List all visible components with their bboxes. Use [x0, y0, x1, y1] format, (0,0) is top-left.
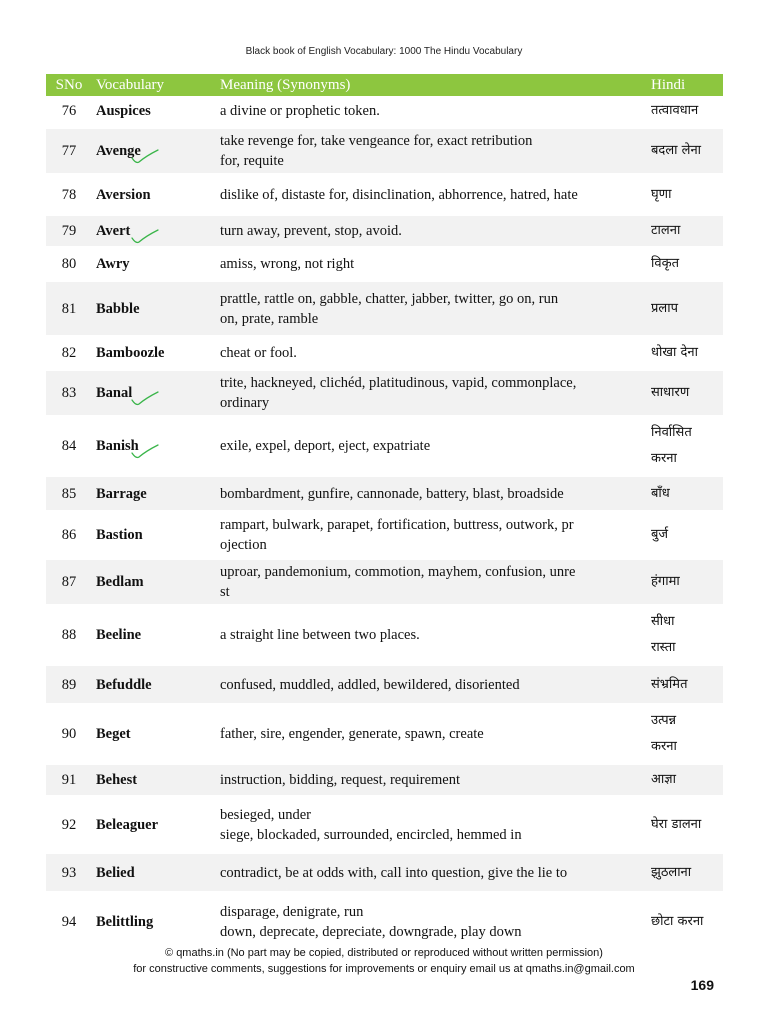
row-sno: 83: [46, 370, 92, 417]
row-meaning-cell: [216, 665, 647, 705]
meaning-line: down, deprecate, depreciate, downgrade, play down: [220, 923, 522, 940]
page-footer: [0, 945, 768, 977]
meaning-line: a divine or prophetic token.: [220, 103, 380, 119]
row-sno: 92: [46, 797, 92, 853]
vocabulary-word: Barrage: [96, 485, 147, 502]
row-hindi-cell: [647, 512, 723, 559]
row-hindi-cell: [647, 606, 723, 665]
meaning-line: rampart, bulwark, parapet, fortification, buttress, outwork, pr: [220, 517, 574, 533]
meaning-line: on, prate, ramble: [220, 310, 319, 327]
row-sno: 80: [46, 248, 92, 281]
page-number: 169: [690, 977, 714, 993]
row-meaning-cell: [216, 337, 647, 370]
check-mark-icon: [130, 444, 160, 460]
vocabulary-word-wrap: [96, 101, 151, 121]
meaning-line: amiss, wrong, not right: [220, 256, 355, 272]
vocabulary-word: Awry: [96, 256, 130, 272]
check-mark-icon: [130, 391, 160, 407]
row-hindi-cell: [647, 476, 723, 512]
vocabulary-word-wrap: [96, 770, 137, 790]
vocabulary-word: Behest: [96, 772, 138, 788]
meaning-line: st: [220, 584, 230, 600]
hindi-line: प्रलाप: [651, 300, 678, 316]
vocabulary-word: Bastion: [96, 527, 143, 543]
hindi-line: बाँध: [651, 485, 670, 501]
vocabulary-word-wrap: [96, 525, 143, 545]
check-mark-icon: [130, 229, 160, 245]
column-header-vocabulary: Vocabulary: [92, 74, 216, 96]
row-hindi-cell: [647, 705, 723, 764]
row-vocabulary-cell: [92, 248, 216, 281]
hindi-line: झुठलाना: [651, 864, 692, 880]
meaning-line: ordinary: [220, 395, 270, 411]
vocabulary-word: Banish: [96, 438, 139, 454]
vocabulary-word-wrap: [96, 863, 135, 883]
table-row: [46, 853, 723, 893]
hindi-line: घृणा: [651, 186, 672, 202]
meaning-line: contradict, be at odds with, call into question, give the lie to: [220, 864, 568, 881]
hindi-line: बदला लेना: [651, 143, 702, 158]
meaning-line: dislike of, distaste for, disinclination, abhorrence, hatred, hate: [220, 186, 578, 203]
row-hindi-cell: [647, 248, 723, 281]
column-header-sno: SNo: [46, 74, 92, 96]
vocabulary-word-wrap: [96, 572, 144, 592]
meaning-line: cheat or fool.: [220, 345, 297, 361]
table-body: [46, 96, 723, 951]
copyright-notice: © qmaths.in (No part may be copied, distributed or reproduced without written permission): [165, 947, 603, 959]
vocabulary-word-wrap: [96, 815, 158, 835]
meaning-line: ojection: [220, 537, 267, 553]
row-vocabulary-cell: [92, 128, 216, 175]
row-meaning-cell: [216, 797, 647, 853]
row-sno: 82: [46, 337, 92, 370]
row-vocabulary-cell: [92, 893, 216, 951]
vocabulary-word-wrap: [96, 141, 141, 161]
row-meaning-cell: [216, 215, 647, 248]
meaning-line: take revenge for, take vengeance for, exact retribution: [220, 133, 533, 149]
vocabulary-word-wrap: [96, 221, 130, 241]
row-vocabulary-cell: [92, 764, 216, 797]
column-header-hindi: Hindi: [647, 74, 723, 96]
vocabulary-word: Beeline: [96, 627, 142, 643]
row-sno: 78: [46, 175, 92, 215]
vocabulary-word: Bedlam: [96, 574, 144, 590]
row-meaning-cell: [216, 175, 647, 215]
vocabulary-word-wrap: [96, 185, 151, 205]
vocabulary-word-wrap: [96, 383, 132, 403]
row-vocabulary-cell: [92, 215, 216, 248]
row-hindi-cell: [647, 96, 723, 128]
column-header-meaning: Meaning (Synonyms): [216, 74, 647, 96]
hindi-line: संभ्रमित: [651, 676, 688, 692]
meaning-line: instruction, bidding, request, requirement: [220, 772, 461, 788]
table-row: [46, 512, 723, 559]
table-row: [46, 893, 723, 951]
hindi-line: करना: [651, 451, 677, 466]
table-row: [46, 337, 723, 370]
row-hindi-cell: [647, 797, 723, 853]
row-vocabulary-cell: [92, 665, 216, 705]
meaning-line: disparage, denigrate, run: [220, 903, 364, 920]
meaning-line: bombardment, gunfire, cannonade, battery, blast, broadside: [220, 485, 564, 502]
row-sno: 93: [46, 853, 92, 893]
vocabulary-word: Banal: [96, 385, 133, 401]
table-row: [46, 175, 723, 215]
hindi-line: टालना: [651, 223, 681, 238]
hindi-line: उत्पन्न: [651, 713, 677, 728]
row-hindi-cell: [647, 281, 723, 337]
vocabulary-word: Auspices: [96, 103, 151, 119]
table-row: [46, 96, 723, 128]
page-header: Black book of English Vocabulary: 1000 The Hindu Vocabulary: [245, 46, 523, 57]
vocabulary-word-wrap: [96, 343, 164, 363]
vocabulary-word: Avert: [96, 223, 131, 239]
row-hindi-cell: [647, 853, 723, 893]
row-meaning-cell: [216, 417, 647, 476]
table-row: [46, 559, 723, 606]
table-row: [46, 764, 723, 797]
vocabulary-word-wrap: [96, 724, 131, 744]
row-vocabulary-cell: [92, 606, 216, 665]
row-sno: 77: [46, 128, 92, 175]
hindi-line: रास्ता: [651, 640, 676, 655]
meaning-line: exile, expel, deport, eject, expatriate: [220, 438, 431, 454]
table-header-row: [46, 74, 723, 96]
row-hindi-cell: [647, 764, 723, 797]
row-hindi-cell: [647, 337, 723, 370]
vocabulary-table: [46, 74, 723, 952]
row-meaning-cell: [216, 96, 647, 128]
row-vocabulary-cell: [92, 417, 216, 476]
table-row: [46, 248, 723, 281]
table-row: [46, 665, 723, 705]
meaning-line: besieged, under: [220, 806, 311, 823]
row-vocabulary-cell: [92, 512, 216, 559]
hindi-line: घेरा डालना: [651, 816, 702, 832]
row-sno: 84: [46, 417, 92, 476]
row-sno: 94: [46, 893, 92, 951]
row-sno: 91: [46, 764, 92, 797]
check-mark-icon: [130, 149, 160, 165]
row-vocabulary-cell: [92, 705, 216, 764]
row-vocabulary-cell: [92, 96, 216, 128]
vocabulary-word-wrap: [96, 436, 139, 456]
vocabulary-word-wrap: [96, 254, 130, 274]
row-sno: 81: [46, 281, 92, 337]
vocabulary-word-wrap: [96, 625, 141, 645]
vocabulary-word: Bamboozle: [96, 345, 165, 361]
table-row: [46, 606, 723, 665]
row-meaning-cell: [216, 476, 647, 512]
hindi-line: करना: [651, 739, 677, 754]
vocabulary-word-wrap: [96, 675, 152, 695]
row-vocabulary-cell: [92, 337, 216, 370]
row-meaning-cell: [216, 248, 647, 281]
vocabulary-word: Befuddle: [96, 676, 152, 693]
row-meaning-cell: [216, 512, 647, 559]
vocabulary-word: Babble: [96, 300, 140, 317]
hindi-line: विकृत: [651, 256, 679, 271]
hindi-line: सीधा: [651, 614, 675, 629]
hindi-line: निर्वासित: [651, 425, 692, 440]
row-hindi-cell: [647, 128, 723, 175]
row-meaning-cell: [216, 370, 647, 417]
row-sno: 89: [46, 665, 92, 705]
row-hindi-cell: [647, 215, 723, 248]
row-sno: 85: [46, 476, 92, 512]
row-vocabulary-cell: [92, 559, 216, 606]
row-meaning-cell: [216, 281, 647, 337]
row-meaning-cell: [216, 705, 647, 764]
row-vocabulary-cell: [92, 797, 216, 853]
hindi-line: धोखा देना: [651, 345, 698, 360]
row-sno: 86: [46, 512, 92, 559]
hindi-line: हंगामा: [651, 574, 680, 589]
table-row: [46, 281, 723, 337]
hindi-line: बुर्ज: [651, 527, 669, 542]
meaning-line: trite, hackneyed, clichéd, platitudinous, vapid, commonplace,: [220, 375, 577, 391]
meaning-line: a straight line between two places.: [220, 627, 420, 643]
vocabulary-word-wrap: [96, 299, 140, 319]
row-vocabulary-cell: [92, 853, 216, 893]
hindi-line: साधारण: [651, 385, 690, 400]
row-hindi-cell: [647, 175, 723, 215]
row-meaning-cell: [216, 606, 647, 665]
hindi-line: छोटा करना: [651, 913, 704, 929]
vocabulary-word: Beget: [96, 726, 131, 742]
row-hindi-cell: [647, 417, 723, 476]
row-sno: 88: [46, 606, 92, 665]
table-row: [46, 476, 723, 512]
row-sno: 87: [46, 559, 92, 606]
row-meaning-cell: [216, 893, 647, 951]
row-hindi-cell: [647, 893, 723, 951]
contact-notice: for constructive comments, suggestions for improvements or enquiry email us at qmaths.in@gmail.com: [133, 963, 635, 975]
vocabulary-word: Belied: [96, 864, 135, 881]
row-meaning-cell: [216, 764, 647, 797]
row-hindi-cell: [647, 370, 723, 417]
table-row: [46, 797, 723, 853]
vocabulary-word: Avenge: [96, 143, 141, 159]
row-vocabulary-cell: [92, 476, 216, 512]
table-row: [46, 128, 723, 175]
row-hindi-cell: [647, 665, 723, 705]
vocabulary-word: Aversion: [96, 186, 151, 203]
row-hindi-cell: [647, 559, 723, 606]
meaning-line: prattle, rattle on, gabble, chatter, jabber, twitter, go on, run: [220, 290, 559, 307]
meaning-line: siege, blockaded, surrounded, encircled, hemmed in: [220, 826, 522, 843]
meaning-line: uproar, pandemonium, commotion, mayhem, confusion, unre: [220, 564, 576, 580]
table-row: [46, 417, 723, 476]
meaning-line: confused, muddled, addled, bewildered, disoriented: [220, 676, 520, 693]
row-meaning-cell: [216, 128, 647, 175]
row-sno: 76: [46, 96, 92, 128]
row-meaning-cell: [216, 559, 647, 606]
row-meaning-cell: [216, 853, 647, 893]
row-sno: 79: [46, 215, 92, 248]
vocabulary-word-wrap: [96, 484, 147, 504]
row-sno: 90: [46, 705, 92, 764]
vocabulary-word: Belittling: [96, 913, 154, 930]
table-row: [46, 705, 723, 764]
meaning-line: father, sire, engender, generate, spawn, create: [220, 726, 484, 742]
table-row: [46, 215, 723, 248]
hindi-line: तत्वावधान: [651, 103, 699, 118]
row-vocabulary-cell: [92, 281, 216, 337]
meaning-line: turn away, prevent, stop, avoid.: [220, 223, 402, 239]
meaning-line: for, requite: [220, 153, 284, 169]
hindi-line: आज्ञा: [651, 772, 676, 787]
vocabulary-word: Beleaguer: [96, 816, 159, 833]
row-vocabulary-cell: [92, 370, 216, 417]
table-row: [46, 370, 723, 417]
row-vocabulary-cell: [92, 175, 216, 215]
vocabulary-word-wrap: [96, 912, 153, 932]
